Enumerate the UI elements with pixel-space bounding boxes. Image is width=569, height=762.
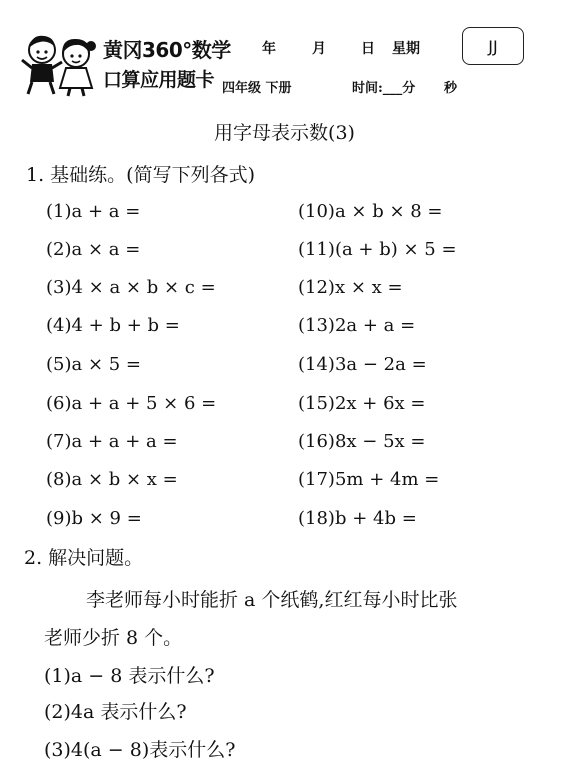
exercise-item: (4)4 + b + b = (46, 315, 180, 336)
exercise-item: (11)(a + b) × 5 = (298, 239, 457, 260)
seconds-label: 秒 (444, 81, 458, 96)
question-item: (1)a − 8 表示什么? (44, 665, 215, 687)
exercise-item: (7)a + a + a = (46, 431, 178, 452)
exercise-item: (12)x × x = (298, 277, 403, 298)
edition-badge: JJ (462, 27, 524, 65)
exercise-item: (3)4 × a × b × c = (46, 277, 216, 298)
exercise-item: (6)a + a + 5 × 6 = (46, 393, 217, 414)
exercise-item: (8)a × b × x = (46, 469, 178, 490)
exercise-item: (13)2a + a = (298, 315, 416, 336)
exercise-item: (17)5m + 4m = (298, 469, 440, 490)
date-weekday-label: 星期 (392, 41, 420, 57)
question-item: (3)4(a − 8)表示什么? (44, 739, 236, 761)
time-label: 时间:___分 (352, 81, 416, 96)
grade-label: 四年级 下册 (222, 81, 292, 96)
exercise-item: (1)a + a = (46, 201, 141, 222)
date-month-label: 月 (312, 41, 326, 57)
exercise-item: (18)b + 4b = (298, 508, 417, 529)
date-day-label: 日 (361, 41, 375, 57)
exercise-item: (5)a × 5 = (46, 354, 142, 375)
problem-text-line2: 老师少折 8 个。 (44, 627, 183, 649)
question-item: (2)4a 表示什么? (44, 701, 187, 723)
brand-subtitle: 口算应用题卡 (103, 69, 215, 91)
page-title: 用字母表示数(3) (214, 122, 355, 144)
kids-mascot-illustration (18, 30, 100, 98)
exercise-item: (14)3a − 2a = (298, 354, 427, 375)
exercise-item: (15)2x + 6x = (298, 393, 426, 414)
exercise-item: (2)a × a = (46, 239, 141, 260)
exercise-item: (10)a × b × 8 = (298, 201, 443, 222)
section1-heading: 1. 基础练。(简写下列各式) (26, 164, 255, 186)
exercise-item: (9)b × 9 = (46, 508, 142, 529)
section2-heading: 2. 解决问题。 (24, 547, 144, 569)
brand-title: 黄冈360°数学 (103, 38, 231, 62)
date-year-label: 年 (262, 41, 276, 57)
exercise-item: (16)8x − 5x = (298, 431, 426, 452)
problem-text-line1: 李老师每小时能折 a 个纸鹤,红红每小时比张 (86, 589, 458, 611)
